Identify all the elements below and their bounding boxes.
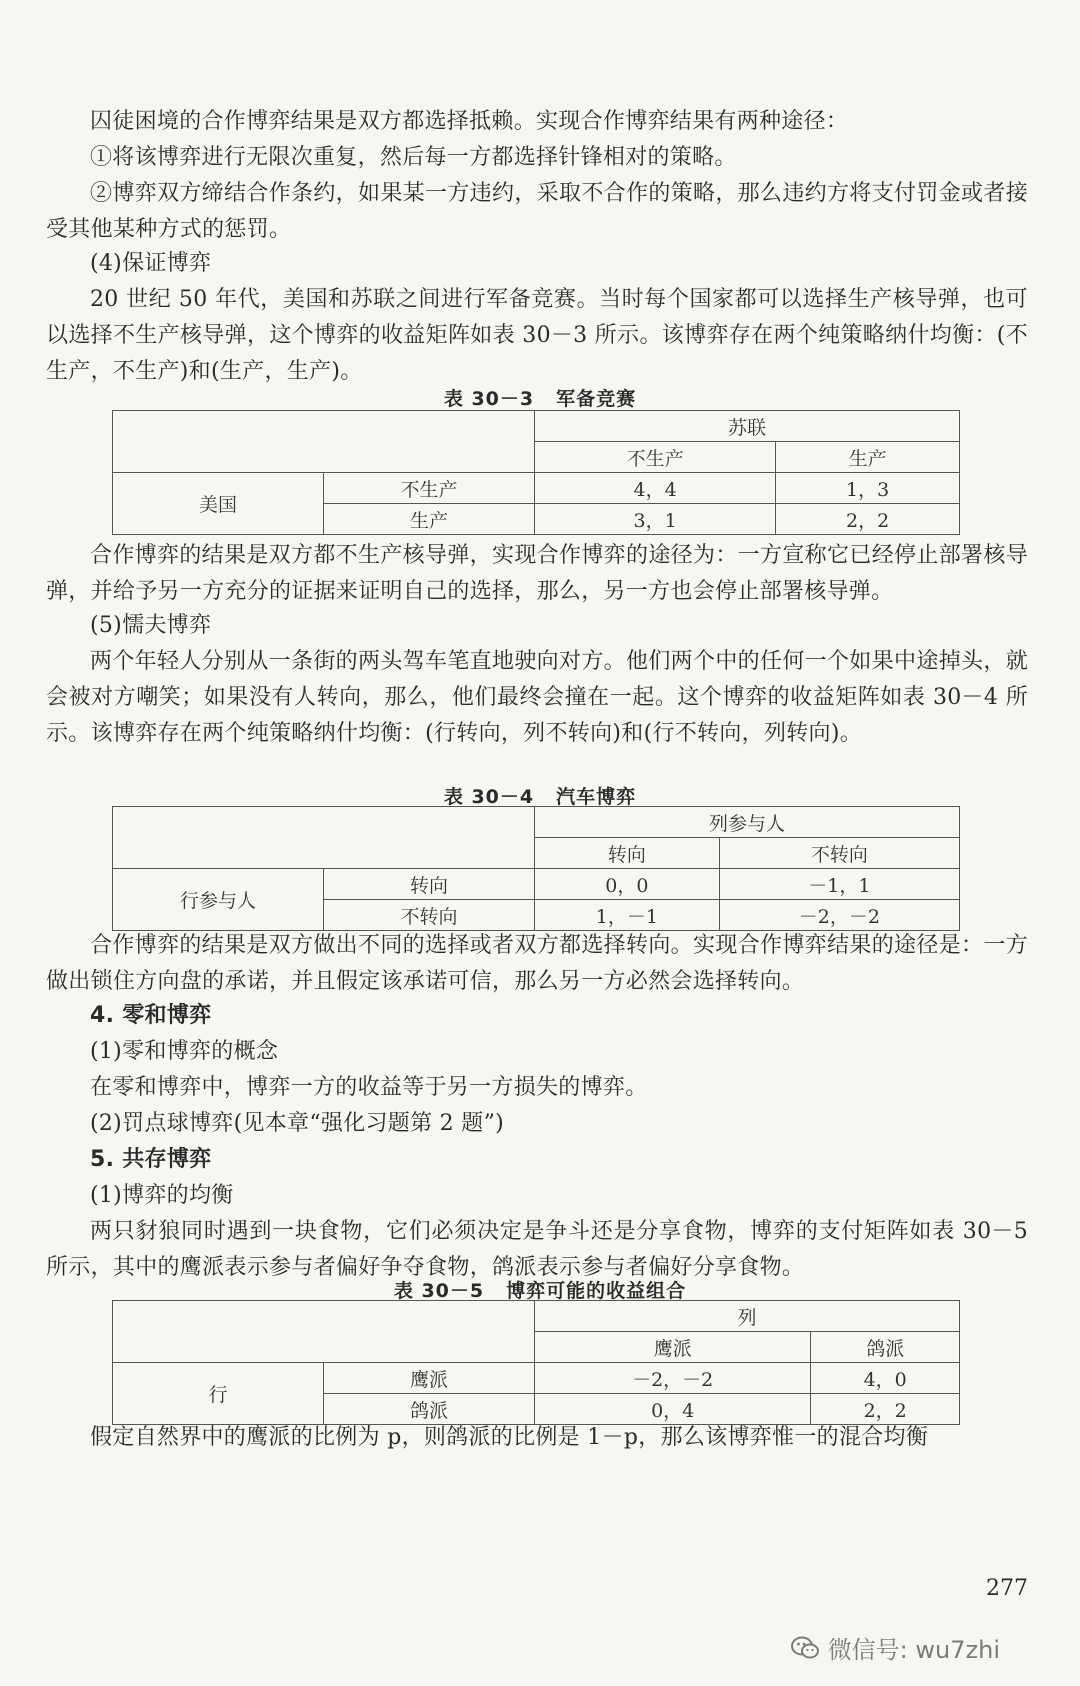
table-corner: [113, 807, 535, 869]
paragraph-chicken: 两个年轻人分别从一条街的两头驾车笔直地驶向对方。他们两个中的任何一个如果中途掉头，就会被对方嘲笑；如果没有人转向，那么，他们最终会撞在一起。这个博弈的收益矩阵如表 30－4 所示。该博弈存在两个纯策略纳什均衡：(行转向，列不转向)和(行不转向，列转向)。: [46, 649, 1028, 746]
col-strategy-1: 鹰派: [535, 1332, 811, 1363]
paragraph-zero-sum: 在零和博弈中，博弈一方的收益等于另一方损失的博弈。: [90, 1075, 648, 1100]
row-strategy-1: 鹰派: [324, 1363, 535, 1394]
subheading-penalty-kick: (2)罚点球博弈(见本章“强化习题第 2 题”): [90, 1111, 505, 1136]
payoff-cell: －2，－2: [719, 900, 959, 931]
col-strategy-2: 生产: [776, 442, 960, 473]
heading-zero-sum: 4. 零和博弈: [90, 1003, 212, 1028]
row-strategy-2: 鸽派: [324, 1394, 535, 1425]
row-strategy-2: 生产: [324, 504, 535, 535]
payoff-cell: 0，4: [535, 1394, 811, 1425]
watermark-text: 微信号: wu7zhi: [827, 1636, 1000, 1664]
paragraph-way-1: ①将该博弈进行无限次重复，然后每一方都选择针锋相对的策略。: [90, 145, 737, 170]
table-30-4-caption: [0, 782, 1080, 809]
payoff-cell: －2，－2: [535, 1363, 811, 1394]
payoff-cell: 0，0: [535, 869, 720, 900]
paragraph-mixed-equilibrium: 假定自然界中的鹰派的比例为 p，则鸽派的比例是 1－p，那么该博弈惟一的混合均衡: [90, 1425, 929, 1450]
wechat-icon: [790, 1635, 820, 1661]
watermark: [790, 1630, 1000, 1665]
col-strategy-1: 转向: [535, 838, 720, 869]
col-player-label: 苏联: [535, 411, 960, 442]
table-number: 表 30－4: [443, 786, 535, 808]
row-strategy-1: 转向: [324, 869, 535, 900]
table-number: 表 30－3: [443, 388, 535, 410]
payoff-cell: 1，－1: [535, 900, 720, 931]
row-player-label: 行: [113, 1363, 324, 1425]
paragraph-jackals: 两只豺狼同时遇到一块食物，它们必须决定是争斗还是分享食物，博弈的支付矩阵如表 30－5 所示，其中的鹰派表示参与者偏好争夺食物，鸽派表示参与者偏好分享食物。: [46, 1219, 1028, 1280]
col-player-label: 列: [535, 1301, 960, 1332]
col-strategy-1: 不生产: [535, 442, 776, 473]
paragraph-arms-race: 20 世纪 50 年代，美国和苏联之间进行军备竞赛。当时每个国家都可以选择生产核导弹，也可以选择不生产核导弹，这个博弈的收益矩阵如表 30－3 所示。该博弈存在两个纯策略纳什均衡：(不生产，不生产)和(生产，生产)。: [46, 287, 1028, 384]
payoff-cell: 4，0: [811, 1363, 960, 1394]
table-30-5-caption: [0, 1276, 1080, 1303]
table-corner: [113, 411, 535, 473]
paragraph-way-2: ②博弈双方缔结合作条约，如果某一方违约，采取不合作的策略，那么违约方将支付罚金或者接受其他某种方式的惩罚。: [46, 181, 1028, 242]
table-30-4: [112, 806, 960, 931]
table-corner: [113, 1301, 535, 1363]
row-player-label: 行参与人: [113, 869, 324, 931]
row-strategy-2: 不转向: [324, 900, 535, 931]
table-30-3: [112, 410, 960, 535]
heading-assurance-game: (4)保证博弈: [90, 251, 212, 276]
heading-chicken-game: (5)懦夫博弈: [90, 613, 212, 638]
table-30-5: [112, 1300, 960, 1425]
paragraph-chicken-cooperation: 合作博弈的结果是双方做出不同的选择或者双方都选择转向。实现合作博弈结果的途径是：一方做出锁住方向盘的承诺，并且假定该承诺可信，那么另一方必然会选择转向。: [46, 933, 1028, 994]
row-player-label: 美国: [113, 473, 324, 535]
col-strategy-2: 鸽派: [811, 1332, 960, 1363]
row-strategy-1: 不生产: [324, 473, 535, 504]
table-title: 博弈可能的收益组合: [506, 1280, 687, 1302]
paragraph-assurance-cooperation: 合作博弈的结果是双方都不生产核导弹，实现合作博弈的途径为：一方宣称它已经停止部署核导弹，并给予另一方充分的证据来证明自己的选择，那么，另一方也会停止部署核导弹。: [46, 543, 1028, 604]
subheading-equilibrium: (1)博弈的均衡: [90, 1183, 234, 1208]
col-player-label: 列参与人: [535, 807, 960, 838]
paragraph-prisoners-dilemma: 囚徒困境的合作博弈结果是双方都选择抵赖。实现合作博弈结果有两种途径：: [90, 109, 849, 134]
payoff-cell: 2，2: [776, 504, 960, 535]
subheading-zero-sum-concept: (1)零和博弈的概念: [90, 1039, 279, 1064]
payoff-cell: 4，4: [535, 473, 776, 504]
payoff-cell: －1，1: [719, 869, 959, 900]
table-title: 军备竞赛: [556, 388, 637, 410]
table-number: 表 30－5: [393, 1280, 485, 1302]
payoff-cell: 3，1: [535, 504, 776, 535]
table-title: 汽车博弈: [556, 786, 637, 808]
payoff-cell: 2，2: [811, 1394, 960, 1425]
page-number: 277: [986, 1576, 1028, 1601]
table-30-3-caption: [0, 384, 1080, 411]
heading-coexistence: 5. 共存博弈: [90, 1147, 212, 1172]
col-strategy-2: 不转向: [719, 838, 959, 869]
payoff-cell: 1，3: [776, 473, 960, 504]
